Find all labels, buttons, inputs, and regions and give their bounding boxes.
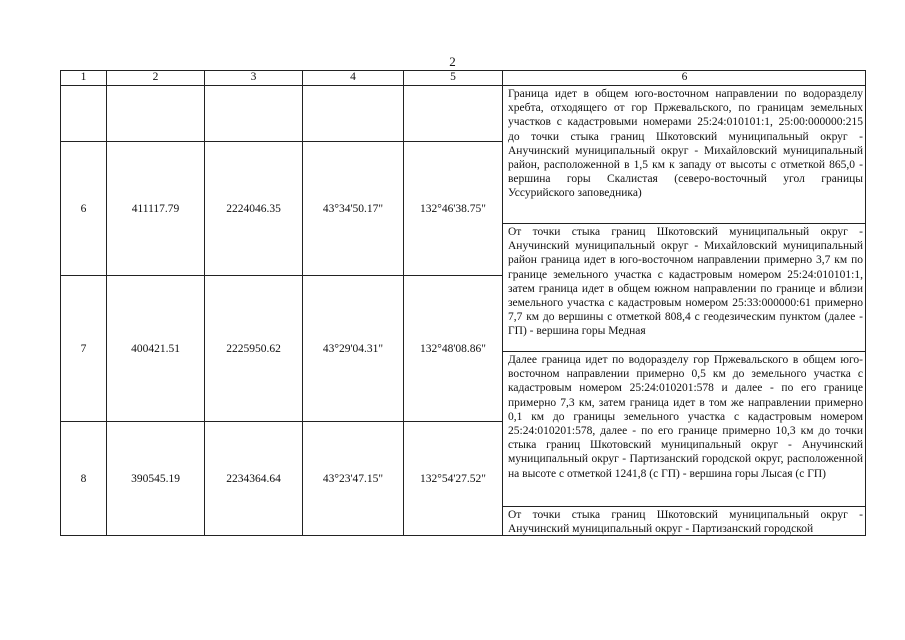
boundary-description: Далее граница идет по водоразделу гор Пржевальского в общем юго-восточном направлении примерно 0,5 км до земельного участка с кадастровым номером 25:24:010201:578 и далее - по его границе примерно 7,3 км, затем граница идет в том же направлении примерно 0,1 км до границы земельного участка с кадастровым номером 25:24:010201:578, далее - по его границе примерно 10,3 км до точки стыка границ Шкотовский муниципальный округ - Анучинский муниципальный округ - Партизанский городской округ, расположенной на высоте с отметкой 1241,8 (с ГП) - вершина горы Лысая (с ГП)	[502, 351, 866, 506]
y-coordinate: 2224046.35	[204, 141, 302, 275]
latitude: 43°29'04.31"	[302, 275, 403, 421]
header-col-3: 3	[204, 70, 302, 85]
header-col-4: 4	[302, 70, 403, 85]
latitude: 43°34'50.17"	[302, 141, 403, 275]
y-coordinate: 2225950.62	[204, 275, 302, 421]
boundary-description: От точки стыка границ Шкотовский муниципальный округ - Анучинский муниципальный округ - Михайловский муниципальный район граница идет в юго-восточном направлении примерно 3,7 км по границе земельного участка с кадастровым номером 25:24:010101:1, затем граница идет в общем южном направлении по границе и вблизи земельного участка с кадастровым номером 25:33:000000:61 примерно 7,7 км до вершины с отметкой 808,4 с геодезическим пунктом (далее - ГП) - вершина горы Медная	[502, 223, 866, 351]
y-coordinate: 2234364.64	[204, 421, 302, 536]
point-number: 8	[60, 421, 106, 536]
longitude: 132°48'08.86"	[403, 275, 502, 421]
boundary-description: Граница идет в общем юго-восточном направлении по водоразделу хребта, отходящего от гор Пржевальского, по границам земельных участков с кадастровыми номерами 25:24:010101:1, 25:00:000000:215 до точки стыка границ Шкотовский муниципальный округ - Анучинский муниципальный округ - Михайловский муниципальный район, расположенной в 1,5 км к западу от высоты с отметкой 865,0 - вершина горы Скалистая (северо-восточный угол границы Уссурийского заповедника)	[502, 85, 866, 223]
empty-cell	[106, 85, 204, 141]
empty-cell	[302, 85, 403, 141]
x-coordinate: 390545.19	[106, 421, 204, 536]
x-coordinate: 400421.51	[106, 275, 204, 421]
header-col-6: 6	[502, 70, 866, 85]
point-number: 6	[60, 141, 106, 275]
empty-cell	[204, 85, 302, 141]
longitude: 132°46'38.75"	[403, 141, 502, 275]
empty-cell	[403, 85, 502, 141]
latitude: 43°23'47.15"	[302, 421, 403, 536]
page-number: 2	[449, 54, 456, 69]
longitude: 132°54'27.52"	[403, 421, 502, 536]
header-col-1: 1	[60, 70, 106, 85]
header-col-2: 2	[106, 70, 204, 85]
boundary-description: От точки стыка границ Шкотовский муниципальный округ - Анучинский муниципальный округ - Партизанский городской	[502, 506, 866, 536]
header-col-5: 5	[403, 70, 502, 85]
empty-cell	[60, 85, 106, 141]
point-number: 7	[60, 275, 106, 421]
x-coordinate: 411117.79	[106, 141, 204, 275]
boundary-table	[60, 70, 866, 536]
